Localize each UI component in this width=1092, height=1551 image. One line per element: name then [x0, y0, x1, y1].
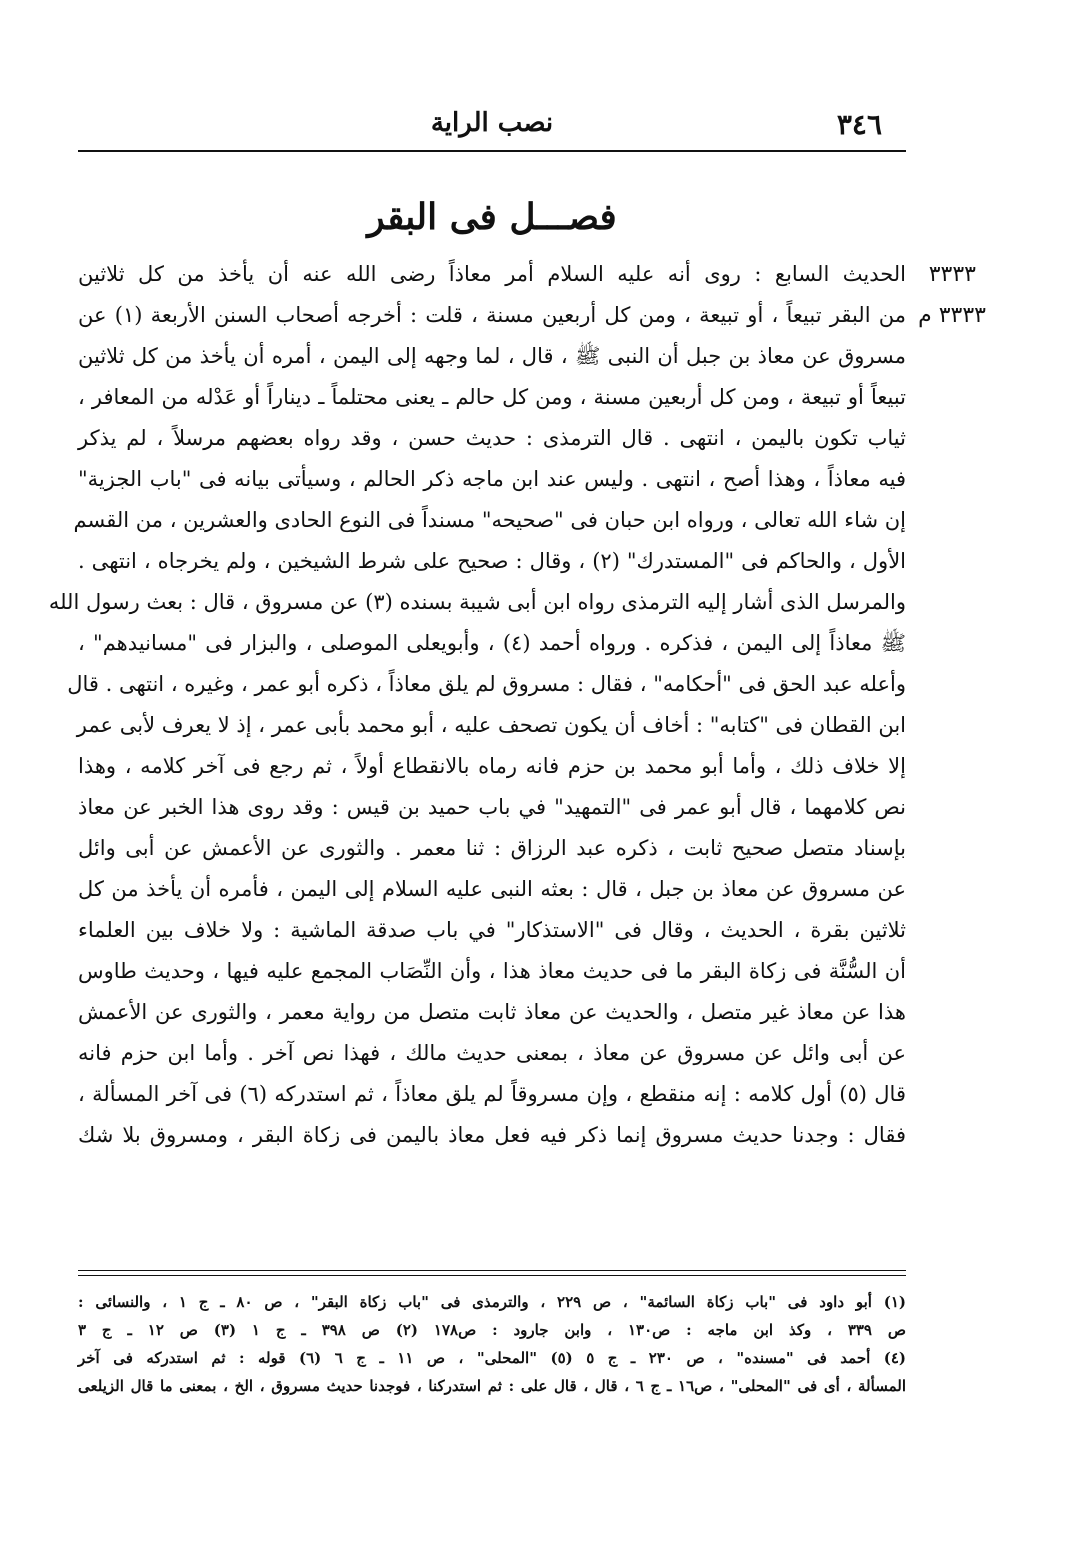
hadith-number: ٣٣٣٣ م [918, 303, 986, 328]
text-line: إن شاء الله تعالى ، ورواه ابن حبان فى "صحيحه" مسنداً فى النوع الحادى والعشرين ، من القسم [73, 508, 906, 532]
text-line: عن أبى وائل عن مسروق عن معاذ ، بمعنى حديث مالك ، فهذا نص آخر . وأما ابن حزم فانه [78, 1041, 906, 1065]
text-line: ثلاثين بقرة ، الحديث ، وقال فى "الاستذكار" في باب صدقة الماشية : ولا خلاف بين العلماء [78, 918, 906, 942]
header-rule [78, 150, 906, 152]
text-line: هذا عن معاذ غير متصل ، والحديث عن معاذ ثابت متصل من رواية معمر ، والثورى عن الأعمش [78, 1000, 906, 1024]
footnote-line: المسألة ، أى فى "المحلى" ، ص١٦ ـ ج ٦ ، قال ، قال على : ثم استدركنا ، فوجدنا حديث مسروق ، الخ ، بمعنى ما قال الزيلعى [78, 1377, 906, 1395]
text-line: قال (٥) أول كلامه : إنه منقطع ، وإن مسروقاً لم يلق معاذاً ، ثم استدركه (٦) فى آخر المسألة ، [78, 1082, 906, 1106]
footnote-line: (١) أبو داود فى "باب زكاة السائمة" ، ص ٢٢٩ ، والترمذى فى "باب زكاة البقر" ، ص ٨٠ ـ ج ١ ، والنسائى : [78, 1293, 906, 1311]
text-line: ﷺ معاذاً إلى اليمن ، فذكره . ورواه أحمد (٤) ، وأبويعلى الموصلى ، والبزار فى "مسانيدهم" ، [78, 631, 906, 655]
page-header [78, 106, 906, 146]
body-text [48, 254, 986, 1156]
running-title: نصب الراية [430, 108, 554, 138]
footnote-rule [78, 1275, 906, 1276]
hadith-number: ٣٣٣٣ [928, 262, 976, 287]
footnotes [78, 1288, 906, 1400]
text-line: ابن القطان فى "كتابه" : أخاف أن يكون تصحف عليه ، أبو محمد بأبى عمر ، إذ لا يعرف لأبى عمر [76, 713, 906, 737]
text-line: أن السُّنَّة فى زكاة البقر ما فى حديث معاذ هذا ، وأن النِّصَاب المجمع عليه فيها ، وحديث طاوس [78, 959, 906, 983]
page-number: ٣٤٦ [836, 108, 882, 141]
text-line: فيه معاذاً ، وهذا أصح ، انتهى . وليس عند ابن ماجه ذكر الحالم ، وسيأتى بيانه فى "باب الجزية" [78, 467, 906, 491]
text-line: بإسناد متصل صحيح ثابت ، ذكره عبد الرزاق : ثنا معمر . والثورى عن الأعمش عن أبى وائل [78, 836, 906, 860]
text-line: نص كلامهما ، قال أبو عمر فى "التمهيد" في باب حميد بن قيس : وقد روى هذا الخبر عن معاذ [78, 795, 906, 819]
text-line: الأول ، والحاكم فى "المستدرك" (٢) ، وقال : صحيح على شرط الشيخين ، ولم يخرجاه ، انتهى . [78, 549, 907, 573]
footnote-line: (٤) أحمد فى "مسنده" ، ص ٢٣٠ ـ ج ٥ (٥) "المحلى" ، ص ١١ ـ ج ٦ (٦) قوله : ثم استدركه فى آخر [78, 1349, 907, 1367]
text-line: تبيعاً أو تبيعة ، ومن كل أربعين مسنة ، ومن كل حالم ـ يعنى محتلماً ـ ديناراً أو عَدْله من المعافر ، [78, 385, 906, 409]
text-line: مسروق عن معاذ بن جبل أن النبى ﷺ ، قال ، لما وجهه إلى اليمن ، أمره أن يأخذ من كل ثلاثين [78, 344, 906, 368]
text-line: ثياب تكون باليمن ، انتهى . قال الترمذى : حديث حسن ، وقد رواه بعضهم مرسلاً ، لم يذكر [78, 426, 906, 450]
text-line: عن مسروق عن معاذ بن جبل ، قال : بعثه النبى عليه السلام إلى اليمن ، فأمره أن يأخذ من كل [78, 877, 906, 901]
footnote-line: ص ٣٣٩ ، وكذ ابن ماجه : ص١٣٠ ، وابن جارود : ص١٧٨ (٢) ص ٣٩٨ ـ ج ١ (٣) ص ١٢ ـ ج ٣ [78, 1321, 906, 1339]
text-line: ٣٣٣٣ الحديث السابع : روى أنه عليه السلام أمر معاذاً رضى الله عنه أن يأخذ من كل ثلاثين [78, 254, 906, 295]
text-line: إلا خلاف ذلك ، وأما أبو محمد بن حزم فانه رماه بالانقطاع أولاً ، ثم رجع فى آخر كلامه ، وهذا [78, 754, 906, 778]
text-line: ٣٣٣٣ م من البقر تبيعاً ، أو تبيعة ، ومن كل أربعين مسنة ، قلت : أخرجه أصحاب السنن الأربعة (١) عن [78, 295, 906, 336]
footnote-rule [78, 1270, 906, 1271]
text-line: فقال : وجدنا حديث مسروق إنما ذكر فيه فعل معاذ باليمن فى زكاة البقر ، ومسروق بلا شك [78, 1123, 906, 1147]
section-heading: فصـــل فى البقر [367, 196, 617, 238]
text-line: والمرسل الذى أشار إليه الترمذى رواه ابن أبى شيبة بسنده (٣) عن مسروق ، قال : بعث رسول الله [48, 590, 906, 614]
text-line: وأعله عبد الحق فى "أحكامه" ، فقال : مسروق لم يلق معاذاً ، ذكره أبو عمر ، وغيره ، انتهى . قال [67, 672, 906, 696]
